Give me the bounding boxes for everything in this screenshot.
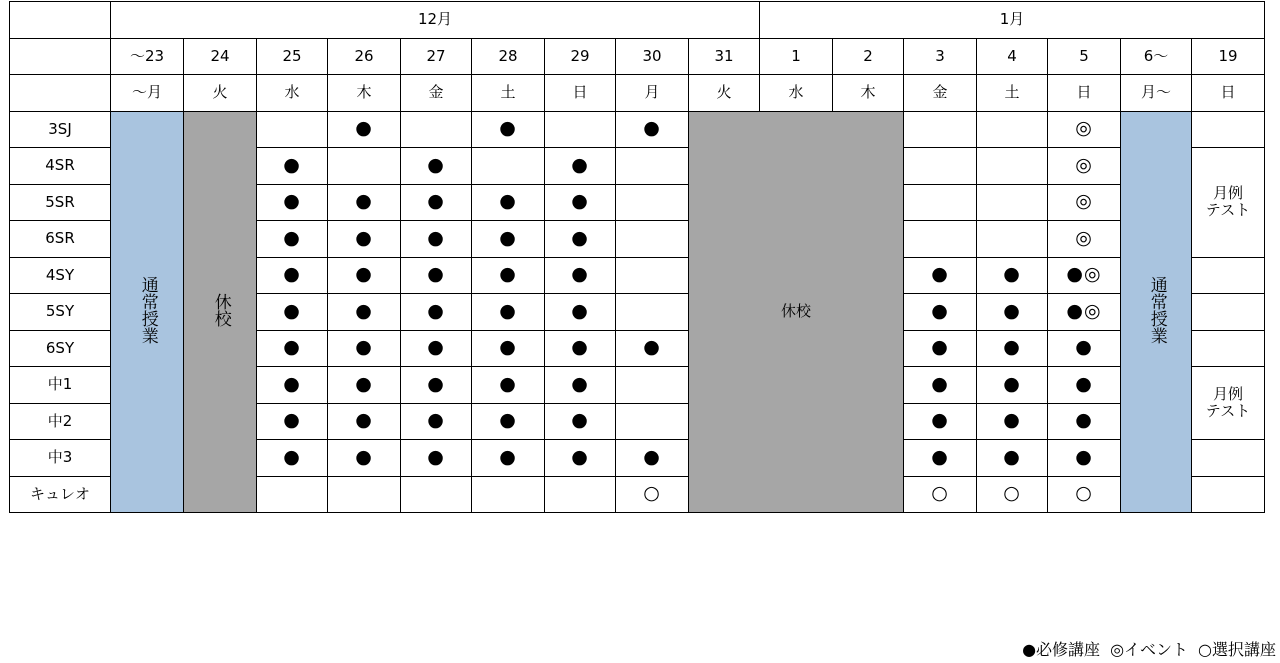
row-label: 4SR: [10, 148, 111, 185]
row-label: 5SY: [10, 294, 111, 331]
schedule-mark: ●◎: [1048, 294, 1121, 331]
schedule-mark: [977, 111, 1048, 148]
schedule-mark: [1192, 257, 1265, 294]
schedule-mark: ●: [977, 367, 1048, 404]
schedule-mark: ●: [401, 221, 472, 258]
date-header: 4: [977, 38, 1048, 75]
schedule-mark: ●: [328, 330, 401, 367]
schedule-mark: ●: [472, 111, 545, 148]
date-header: 1: [760, 38, 833, 75]
schedule-mark: ●: [401, 257, 472, 294]
schedule-mark: ●◎: [1048, 257, 1121, 294]
weekday-header: 水: [257, 75, 328, 112]
regular-class-block: [111, 111, 184, 513]
schedule-mark: [616, 294, 689, 331]
schedule-mark: ●: [472, 403, 545, 440]
schedule-mark: ●: [616, 330, 689, 367]
schedule-mark: ●: [904, 257, 977, 294]
schedule-mark: ●: [977, 440, 1048, 477]
schedule-mark: ●: [977, 294, 1048, 331]
schedule-mark: [472, 476, 545, 513]
schedule-mark: [1192, 330, 1265, 367]
schedule-mark: ●: [545, 330, 616, 367]
date-header: 31: [689, 38, 760, 75]
schedule-mark: ●: [977, 403, 1048, 440]
date-header: 2: [833, 38, 904, 75]
schedule-mark: ●: [472, 294, 545, 331]
schedule-mark: ◎: [1048, 221, 1121, 258]
weekday-header: 水: [760, 75, 833, 112]
schedule-mark: ◎: [1048, 111, 1121, 148]
closed-label-short: 休校: [210, 292, 231, 327]
weekday-header: 金: [904, 75, 977, 112]
schedule-mark: [328, 476, 401, 513]
schedule-mark: ○: [904, 476, 977, 513]
regular-class-label: 通常授業: [137, 275, 158, 344]
schedule-table: [9, 1, 1265, 513]
weekday-header: 日: [1048, 75, 1121, 112]
row-label: 6SY: [10, 330, 111, 367]
legend: [1012, 637, 1276, 660]
schedule-mark: ●: [1048, 403, 1121, 440]
schedule-mark: [472, 148, 545, 185]
row-label: キュレオ: [10, 476, 111, 513]
date-header: 27: [401, 38, 472, 75]
schedule-mark: ●: [545, 148, 616, 185]
schedule-mark: ●: [401, 294, 472, 331]
schedule-mark: ●: [472, 440, 545, 477]
schedule-mark: ●: [257, 148, 328, 185]
schedule-mark: ●: [904, 367, 977, 404]
schedule-mark: ●: [545, 257, 616, 294]
date-header: 5: [1048, 38, 1121, 75]
legend-required: ●必修講座: [1022, 640, 1101, 659]
monthly-test-block: 月例 テスト: [1192, 148, 1265, 258]
schedule-mark: [616, 367, 689, 404]
schedule-mark: [401, 476, 472, 513]
month-december: 12月: [111, 2, 760, 39]
schedule-mark: ●: [472, 221, 545, 258]
schedule-mark: ●: [545, 403, 616, 440]
schedule-mark: [616, 257, 689, 294]
corner-cell: [10, 38, 111, 75]
weekday-header: 月～: [1121, 75, 1192, 112]
corner-cell: [10, 2, 111, 39]
weekday-header: 金: [401, 75, 472, 112]
weekday-header: 火: [689, 75, 760, 112]
regular-class-label-jan: 通常授業: [1146, 275, 1167, 344]
date-header: 29: [545, 38, 616, 75]
row-label: 中3: [10, 440, 111, 477]
schedule-mark: ●: [401, 440, 472, 477]
schedule-mark: [616, 184, 689, 221]
schedule-mark: [1192, 111, 1265, 148]
row-label: 3SJ: [10, 111, 111, 148]
schedule-mark: [977, 221, 1048, 258]
date-header: 6～: [1121, 38, 1192, 75]
schedule-mark: [616, 403, 689, 440]
schedule-mark: ●: [328, 367, 401, 404]
schedule-mark: ●: [1048, 440, 1121, 477]
weekday-header: 土: [472, 75, 545, 112]
schedule-mark: ●: [257, 184, 328, 221]
schedule-mark: ●: [257, 367, 328, 404]
schedule-mark: ●: [1048, 330, 1121, 367]
schedule-mark: [904, 221, 977, 258]
schedule-mark: [904, 184, 977, 221]
schedule-mark: ●: [977, 257, 1048, 294]
schedule-mark: ●: [328, 221, 401, 258]
weekday-header: 木: [833, 75, 904, 112]
schedule-mark: [545, 111, 616, 148]
schedule-mark: ●: [904, 294, 977, 331]
row-label: 中1: [10, 367, 111, 404]
row-label: 中2: [10, 403, 111, 440]
schedule-mark: ●: [328, 257, 401, 294]
schedule-mark: [977, 184, 1048, 221]
table-row: [10, 111, 1265, 148]
date-header: 30: [616, 38, 689, 75]
schedule-mark: ●: [257, 221, 328, 258]
schedule-mark: ●: [1048, 367, 1121, 404]
schedule-mark: [401, 111, 472, 148]
weekday-header: 日: [1192, 75, 1265, 112]
date-header: 28: [472, 38, 545, 75]
corner-cell: [10, 75, 111, 112]
schedule-mark: [1192, 294, 1265, 331]
schedule-mark: ●: [472, 257, 545, 294]
legend-event: ◎イベント: [1110, 640, 1189, 659]
schedule-mark: ●: [472, 367, 545, 404]
schedule-mark: ●: [545, 294, 616, 331]
row-label: 5SR: [10, 184, 111, 221]
row-label: 6SR: [10, 221, 111, 258]
schedule-mark: ●: [545, 221, 616, 258]
monthly-test-block: 月例 テスト: [1192, 367, 1265, 440]
schedule-mark: ●: [904, 330, 977, 367]
schedule-mark: [977, 148, 1048, 185]
schedule-mark: [904, 148, 977, 185]
schedule-mark: ●: [401, 367, 472, 404]
date-header: 26: [328, 38, 401, 75]
schedule-mark: ◎: [1048, 148, 1121, 185]
schedule-mark: ●: [257, 330, 328, 367]
weekday-header: 木: [328, 75, 401, 112]
schedule-mark: [257, 111, 328, 148]
weekday-header: 土: [977, 75, 1048, 112]
closed-block-long: 休校: [689, 111, 904, 513]
date-header: 3: [904, 38, 977, 75]
date-header: 19: [1192, 38, 1265, 75]
weekday-header: ～月: [111, 75, 184, 112]
schedule-mark: ●: [545, 367, 616, 404]
schedule-mark: ●: [401, 330, 472, 367]
schedule-mark: ●: [257, 403, 328, 440]
schedule-mark: ●: [545, 440, 616, 477]
weekday-header: 火: [184, 75, 257, 112]
schedule-mark: ○: [1048, 476, 1121, 513]
schedule-mark: [904, 111, 977, 148]
schedule-mark: ●: [328, 184, 401, 221]
date-header: 24: [184, 38, 257, 75]
date-header: ～23: [111, 38, 184, 75]
schedule-mark: ●: [328, 440, 401, 477]
schedule-mark: ●: [904, 440, 977, 477]
schedule-mark: [1192, 476, 1265, 513]
schedule-mark: [616, 221, 689, 258]
schedule-mark: ●: [904, 403, 977, 440]
schedule-mark: ●: [401, 148, 472, 185]
date-header: 25: [257, 38, 328, 75]
schedule-mark: [257, 476, 328, 513]
schedule-mark: ○: [977, 476, 1048, 513]
weekday-header: 日: [545, 75, 616, 112]
schedule-mark: [328, 148, 401, 185]
schedule-mark: ●: [328, 111, 401, 148]
legend-elective: ○選択講座: [1198, 640, 1276, 659]
schedule-mark: ●: [616, 111, 689, 148]
schedule-mark: ●: [472, 184, 545, 221]
month-january: 1月: [760, 2, 1265, 39]
schedule-mark: ●: [257, 257, 328, 294]
schedule-mark: [616, 148, 689, 185]
row-label: 4SY: [10, 257, 111, 294]
weekday-header: 月: [616, 75, 689, 112]
schedule-mark: ●: [616, 440, 689, 477]
schedule-mark: ●: [328, 294, 401, 331]
closed-block-short: [184, 111, 257, 513]
schedule-mark: [1192, 440, 1265, 477]
schedule-mark: ●: [977, 330, 1048, 367]
schedule-mark: ◎: [1048, 184, 1121, 221]
schedule-mark: ●: [545, 184, 616, 221]
schedule-mark: ○: [616, 476, 689, 513]
schedule-mark: ●: [401, 184, 472, 221]
schedule-mark: ●: [328, 403, 401, 440]
schedule-mark: [545, 476, 616, 513]
regular-class-block-jan: [1121, 111, 1192, 513]
schedule-mark: ●: [257, 294, 328, 331]
schedule-mark: ●: [472, 330, 545, 367]
schedule-mark: ●: [401, 403, 472, 440]
schedule-mark: ●: [257, 440, 328, 477]
